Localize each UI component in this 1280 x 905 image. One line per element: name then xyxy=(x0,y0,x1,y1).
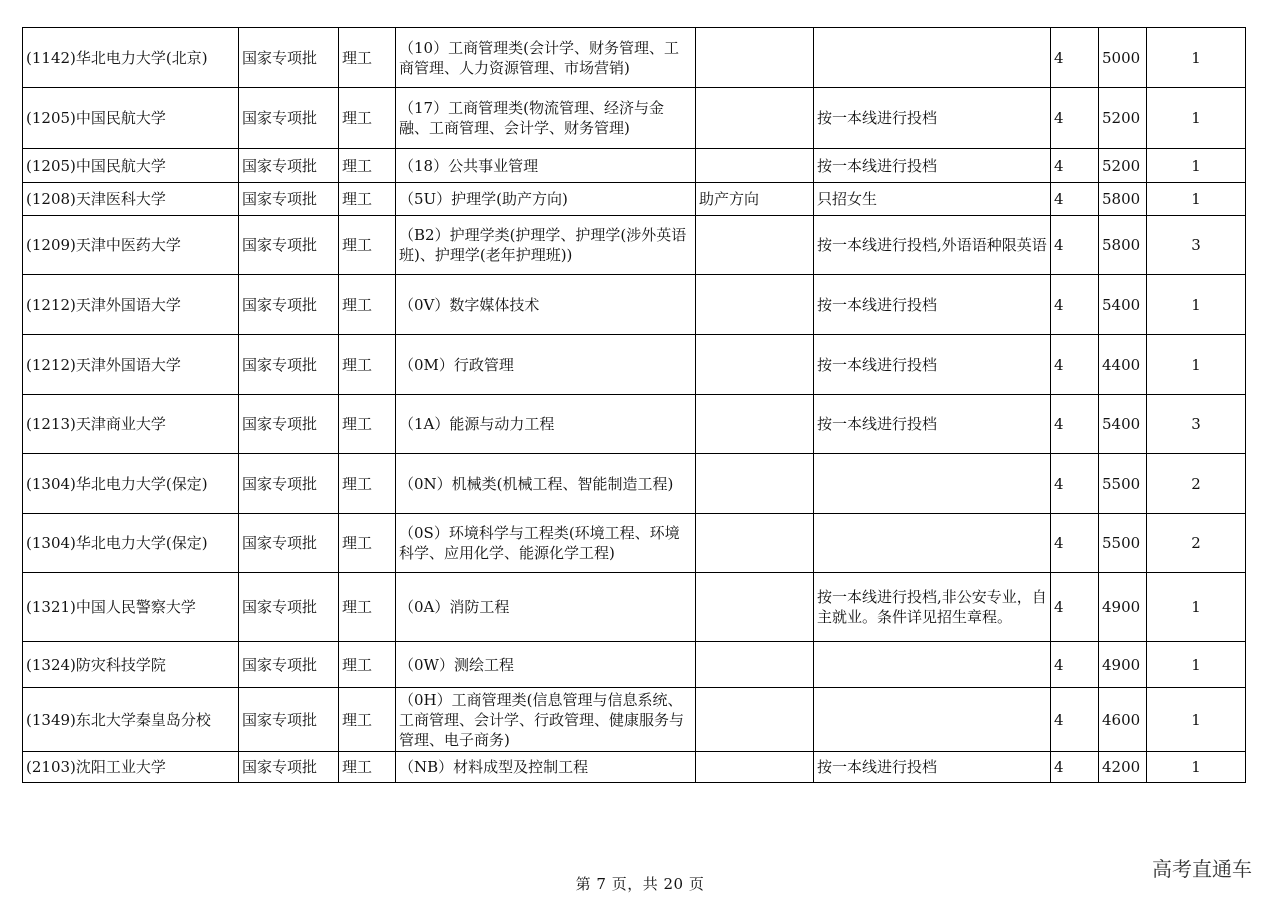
plan-cell: 1 xyxy=(1147,642,1246,688)
major-cell: （1A）能源与动力工程 xyxy=(396,395,696,454)
tuition-cell: 5500 xyxy=(1099,514,1147,573)
plan-cell: 2 xyxy=(1147,454,1246,514)
plan-cell: 1 xyxy=(1147,28,1246,88)
school-cell: (1209)天津中医药大学 xyxy=(23,216,239,275)
table-row xyxy=(23,183,1246,216)
plan-cell: 1 xyxy=(1147,88,1246,149)
category-cell: 理工 xyxy=(339,335,396,395)
table-row xyxy=(23,335,1246,395)
remark-cell: 按一本线进行投档 xyxy=(814,395,1051,454)
category-cell: 理工 xyxy=(339,183,396,216)
direction-cell xyxy=(696,752,814,783)
direction-cell xyxy=(696,454,814,514)
table-row xyxy=(23,216,1246,275)
years-cell: 4 xyxy=(1051,28,1099,88)
table-row xyxy=(23,454,1246,514)
tuition-cell: 5400 xyxy=(1099,275,1147,335)
school-cell: (1213)天津商业大学 xyxy=(23,395,239,454)
remark-cell: 只招女生 xyxy=(814,183,1051,216)
direction-cell xyxy=(696,28,814,88)
table-row xyxy=(23,642,1246,688)
years-cell: 4 xyxy=(1051,149,1099,183)
category-cell: 理工 xyxy=(339,149,396,183)
school-cell: (1212)天津外国语大学 xyxy=(23,335,239,395)
major-cell: （0S）环境科学与工程类(环境工程、环境科学、应用化学、能源化学工程) xyxy=(396,514,696,573)
major-cell: （10）工商管理类(会计学、财务管理、工商管理、人力资源管理、市场营销) xyxy=(396,28,696,88)
direction-cell xyxy=(696,688,814,752)
batch-cell: 国家专项批 xyxy=(239,183,339,216)
plan-cell: 1 xyxy=(1147,573,1246,642)
category-cell: 理工 xyxy=(339,752,396,783)
tuition-cell: 5000 xyxy=(1099,28,1147,88)
plan-cell: 3 xyxy=(1147,395,1246,454)
years-cell: 4 xyxy=(1051,573,1099,642)
major-cell: （18）公共事业管理 xyxy=(396,149,696,183)
table-row xyxy=(23,275,1246,335)
school-cell: (1208)天津医科大学 xyxy=(23,183,239,216)
years-cell: 4 xyxy=(1051,395,1099,454)
batch-cell: 国家专项批 xyxy=(239,28,339,88)
batch-cell: 国家专项批 xyxy=(239,275,339,335)
direction-cell xyxy=(696,335,814,395)
category-cell: 理工 xyxy=(339,573,396,642)
major-cell: （0A）消防工程 xyxy=(396,573,696,642)
remark-cell: 按一本线进行投档 xyxy=(814,88,1051,149)
remark-cell: 按一本线进行投档,非公安专业，自主就业。条件详见招生章程。 xyxy=(814,573,1051,642)
batch-cell: 国家专项批 xyxy=(239,454,339,514)
tuition-cell: 5500 xyxy=(1099,454,1147,514)
batch-cell: 国家专项批 xyxy=(239,149,339,183)
major-cell: （0W）测绘工程 xyxy=(396,642,696,688)
remark-cell xyxy=(814,514,1051,573)
remark-cell: 按一本线进行投档,外语语种限英语 xyxy=(814,216,1051,275)
school-cell: (1304)华北电力大学(保定) xyxy=(23,454,239,514)
tuition-cell: 5400 xyxy=(1099,395,1147,454)
plan-cell: 1 xyxy=(1147,183,1246,216)
tuition-cell: 5200 xyxy=(1099,149,1147,183)
watermark-logo: 高考直通车 xyxy=(1152,857,1252,881)
major-cell: （0V）数字媒体技术 xyxy=(396,275,696,335)
major-cell: （B2）护理学类(护理学、护理学(涉外英语班)、护理学(老年护理班)) xyxy=(396,216,696,275)
direction-cell xyxy=(696,88,814,149)
remark-cell: 按一本线进行投档 xyxy=(814,149,1051,183)
school-cell: (1304)华北电力大学(保定) xyxy=(23,514,239,573)
admissions-table xyxy=(22,27,1246,783)
years-cell: 4 xyxy=(1051,335,1099,395)
batch-cell: 国家专项批 xyxy=(239,514,339,573)
school-cell: (2103)沈阳工业大学 xyxy=(23,752,239,783)
plan-cell: 1 xyxy=(1147,275,1246,335)
direction-cell xyxy=(696,642,814,688)
direction-cell xyxy=(696,514,814,573)
batch-cell: 国家专项批 xyxy=(239,335,339,395)
category-cell: 理工 xyxy=(339,514,396,573)
direction-cell xyxy=(696,573,814,642)
page-number-footer: 第 7 页，共 20 页 xyxy=(575,875,705,893)
table-row xyxy=(23,395,1246,454)
category-cell: 理工 xyxy=(339,454,396,514)
category-cell: 理工 xyxy=(339,395,396,454)
category-cell: 理工 xyxy=(339,688,396,752)
plan-cell: 1 xyxy=(1147,149,1246,183)
batch-cell: 国家专项批 xyxy=(239,216,339,275)
major-cell: （17）工商管理类(物流管理、经济与金融、工商管理、会计学、财务管理) xyxy=(396,88,696,149)
table-row xyxy=(23,752,1246,783)
years-cell: 4 xyxy=(1051,642,1099,688)
table-row xyxy=(23,88,1246,149)
school-cell: (1324)防灾科技学院 xyxy=(23,642,239,688)
tuition-cell: 4900 xyxy=(1099,642,1147,688)
years-cell: 4 xyxy=(1051,514,1099,573)
batch-cell: 国家专项批 xyxy=(239,642,339,688)
category-cell: 理工 xyxy=(339,642,396,688)
remark-cell xyxy=(814,454,1051,514)
table-row xyxy=(23,688,1246,752)
school-cell: (1205)中国民航大学 xyxy=(23,88,239,149)
category-cell: 理工 xyxy=(339,88,396,149)
years-cell: 4 xyxy=(1051,688,1099,752)
direction-cell xyxy=(696,275,814,335)
school-cell: (1349)东北大学秦皇岛分校 xyxy=(23,688,239,752)
direction-cell xyxy=(696,216,814,275)
tuition-cell: 5800 xyxy=(1099,183,1147,216)
direction-cell: 助产方向 xyxy=(696,183,814,216)
school-cell: (1205)中国民航大学 xyxy=(23,149,239,183)
batch-cell: 国家专项批 xyxy=(239,688,339,752)
years-cell: 4 xyxy=(1051,216,1099,275)
direction-cell xyxy=(696,395,814,454)
remark-cell xyxy=(814,688,1051,752)
tuition-cell: 5800 xyxy=(1099,216,1147,275)
major-cell: （0N）机械类(机械工程、智能制造工程) xyxy=(396,454,696,514)
direction-cell xyxy=(696,149,814,183)
years-cell: 4 xyxy=(1051,275,1099,335)
plan-cell: 1 xyxy=(1147,335,1246,395)
years-cell: 4 xyxy=(1051,752,1099,783)
school-cell: (1212)天津外国语大学 xyxy=(23,275,239,335)
tuition-cell: 4400 xyxy=(1099,335,1147,395)
tuition-cell: 5200 xyxy=(1099,88,1147,149)
table-row xyxy=(23,149,1246,183)
table-row xyxy=(23,28,1246,88)
tuition-cell: 4900 xyxy=(1099,573,1147,642)
batch-cell: 国家专项批 xyxy=(239,395,339,454)
batch-cell: 国家专项批 xyxy=(239,573,339,642)
tuition-cell: 4200 xyxy=(1099,752,1147,783)
plan-cell: 2 xyxy=(1147,514,1246,573)
major-cell: （NB）材料成型及控制工程 xyxy=(396,752,696,783)
school-cell: (1142)华北电力大学(北京) xyxy=(23,28,239,88)
batch-cell: 国家专项批 xyxy=(239,752,339,783)
tuition-cell: 4600 xyxy=(1099,688,1147,752)
plan-cell: 3 xyxy=(1147,216,1246,275)
remark-cell: 按一本线进行投档 xyxy=(814,275,1051,335)
batch-cell: 国家专项批 xyxy=(239,88,339,149)
category-cell: 理工 xyxy=(339,275,396,335)
years-cell: 4 xyxy=(1051,88,1099,149)
remark-cell: 按一本线进行投档 xyxy=(814,335,1051,395)
years-cell: 4 xyxy=(1051,183,1099,216)
plan-cell: 1 xyxy=(1147,688,1246,752)
major-cell: （0H）工商管理类(信息管理与信息系统、工商管理、会计学、行政管理、健康服务与管理、电子商务) xyxy=(396,688,696,752)
remark-cell xyxy=(814,28,1051,88)
category-cell: 理工 xyxy=(339,216,396,275)
years-cell: 4 xyxy=(1051,454,1099,514)
major-cell: （0M）行政管理 xyxy=(396,335,696,395)
plan-cell: 1 xyxy=(1147,752,1246,783)
table-row xyxy=(23,573,1246,642)
remark-cell: 按一本线进行投档 xyxy=(814,752,1051,783)
school-cell: (1321)中国人民警察大学 xyxy=(23,573,239,642)
category-cell: 理工 xyxy=(339,28,396,88)
major-cell: （5U）护理学(助产方向) xyxy=(396,183,696,216)
table-row xyxy=(23,514,1246,573)
remark-cell xyxy=(814,642,1051,688)
